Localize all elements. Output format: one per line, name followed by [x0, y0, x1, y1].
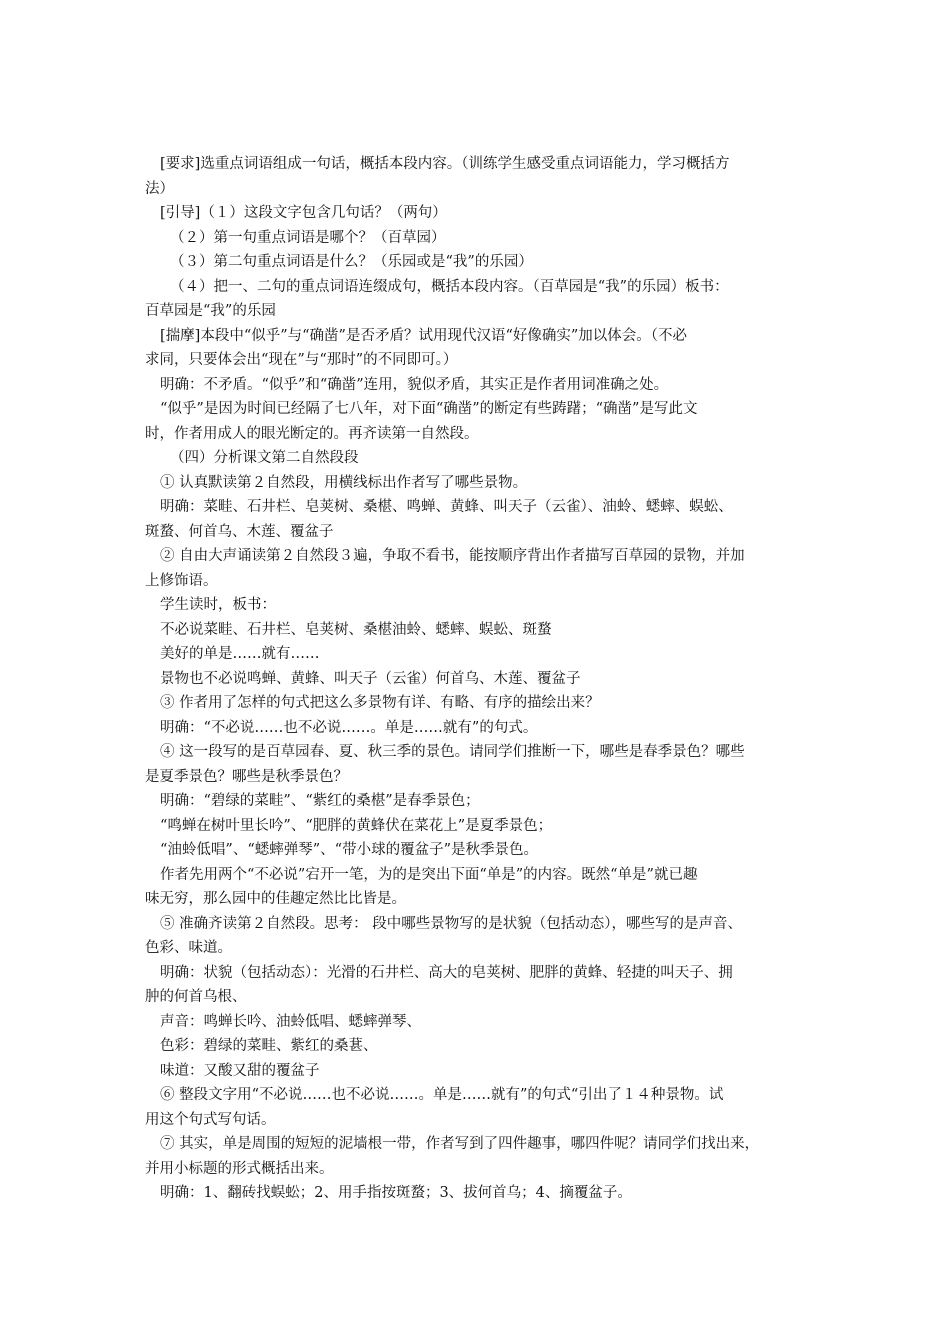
- text-line: 时，作者用成人的眼光断定的。再齐读第一自然段。: [145, 425, 479, 442]
- text-line: 声音：鸣蝉长吟、油蛉低唱、蟋蟀弹琴、: [160, 1013, 421, 1030]
- text-line: 上修饰语。: [145, 572, 218, 589]
- text-line: ④ 这一段写的是百草园春、夏、秋三季的景色。请同学们推断一下，哪些是春季景色？哪些: [160, 744, 745, 760]
- text-line: ⑦ 其实，单是周围的短短的泥墙根一带，作者写到了四件趣事，哪四件呢？请同学们找出来，: [160, 1136, 760, 1152]
- text-line: 景物也不必说鸣蝉、黄蜂、叫天子（云雀）何首乌、木莲、覆盆子: [160, 670, 581, 687]
- text-line: ⑤ 准确齐读第２自然段。思考： 段中哪些景物写的是状貌（包括动态），哪些写的是声音、: [160, 915, 742, 932]
- text-line: 明确：“不必说……也不必说……。单是……就有”的句式。: [160, 719, 538, 736]
- text-line: 学生读时，板书：: [160, 597, 276, 613]
- text-line: 味道：又酸又甜的覆盆子: [160, 1062, 320, 1079]
- text-line: “鸣蝉在树叶里长吟”、“肥胖的黄蜂伏在菜花上”是夏季景色；: [160, 817, 553, 834]
- text-line: ① 认真默读第２自然段，用横线标出作者写了哪些景物。: [160, 474, 528, 491]
- text-line: （四）分析课文第二自然段段: [170, 450, 359, 466]
- text-line: 求同，只要体会出“现在”与“那时”的不同即可。）: [145, 352, 458, 368]
- text-line: ② 自由大声诵读第２自然段３遍，争取不看书，能按顺序背出作者描写百草园的景物，并加: [160, 548, 745, 564]
- text-line: [引导]（１）这段文字包含几句话？（两句）: [160, 205, 447, 221]
- text-line: 色彩、味道。: [145, 940, 232, 956]
- text-line: 明确：不矛盾。“似乎”和“确凿”连用，貌似矛盾，其实正是作者用词准确之处。: [160, 376, 669, 393]
- text-line: 百草园是“我”的乐园: [145, 303, 276, 319]
- text-line: 并用小标题的形式概括出来。: [145, 1160, 334, 1177]
- text-line: ③ 作者用了怎样的句式把这么多景物有详、有略、有序的描绘出来？: [160, 695, 600, 711]
- text-line: 味无穷，那么园中的佳趣定然比比皆是。: [145, 891, 406, 907]
- text-line: [要求]选重点词语组成一句话，概括本段内容。（训练学生感受重点词语能力，学习概括方: [160, 156, 730, 172]
- text-line: 作者先用两个“不必说”宕开一笔，为的是突出下面“单是”的内容。既然“单是”就已趣: [160, 866, 698, 883]
- text-line: （３）第二句重点词语是什么？（乐园或是“我”的乐园）: [170, 254, 533, 270]
- text-line: 不必说菜畦、石井栏、皂荚树、桑椹油蛉、蟋蟀、蜈蚣、斑蝥: [160, 621, 552, 638]
- text-line: ⑥ 整段文字用“不必说……也不必说……。单是……就有”的句式“引出了１４种景物。试: [160, 1087, 724, 1103]
- text-line: 美好的单是……就有……: [160, 646, 320, 662]
- text-line: 明确：1、翻砖找蜈蚣；2、用手指按斑蝥；3、拔何首乌；4、摘覆盆子。: [160, 1185, 632, 1201]
- text-line: 色彩：碧绿的菜畦、紫红的桑葚、: [160, 1038, 378, 1054]
- text-line: 用这个句式写句话。: [145, 1111, 276, 1128]
- text-line: 是夏季景色？哪些是秋季景色？: [145, 768, 348, 785]
- text-line: “似乎”是因为时间已经隔了七八年，对下面“确凿”的断定有些踌躇；“确凿”是写此文: [160, 401, 698, 417]
- text-line: 斑蝥、何首乌、木莲、覆盆子: [145, 523, 334, 540]
- text-line: [揣摩]本段中“似乎”与“确凿”是否矛盾？试用现代汉语“好像确实”加以体会。（不必: [160, 327, 688, 344]
- text-line: 法）: [145, 180, 174, 197]
- text-line: 明确：菜畦、石井栏、皂荚树、桑椹、鸣蝉、黄蜂、叫天子（云雀）、油蛉、蟋蟀、蜈蚣、: [160, 499, 733, 515]
- text-line: （４）把一、二句的重点词语连缀成句，概括本段内容。（百草园是“我”的乐园）板书：: [170, 278, 729, 295]
- text-line: （２）第一句重点词语是哪个？（百草园）: [170, 229, 446, 246]
- text-line: 明确：状貌（包括动态）：光滑的石井栏、高大的皂荚树、肥胖的黄蜂、轻捷的叫天子、拥: [160, 964, 733, 981]
- document-body: [145, 152, 805, 1206]
- text-line: “油蛉低唱”、“蟋蟀弹琴”、“带小球的覆盆子”是秋季景色。: [160, 842, 538, 858]
- text-line: 明确：“碧绿的菜畦”、“紫红的桑椹”是春季景色；: [160, 793, 480, 809]
- text-line: 肿的何首乌根、: [145, 989, 247, 1005]
